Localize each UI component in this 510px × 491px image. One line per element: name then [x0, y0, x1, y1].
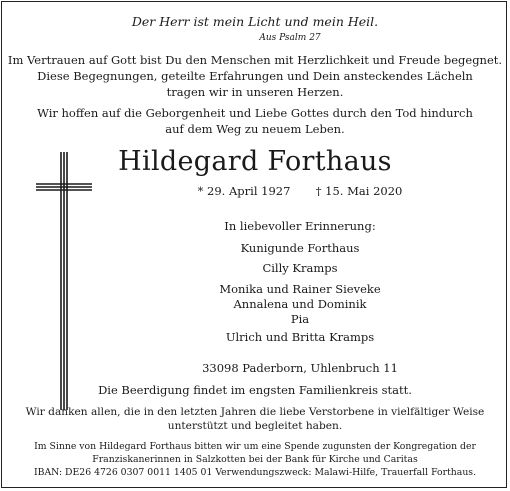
mourner-name: Kunigunde Forthaus	[240, 241, 360, 255]
thanks-line-1: Wir danken allen, die in den letzten Jahren die liebe Verstorbene in vielfältiger Weise	[25, 406, 485, 418]
mourner-name: Cilly Kramps	[262, 261, 338, 275]
funeral-notice: Die Beerdigung findet im engsten Familienkreis statt.	[98, 383, 412, 397]
mourner-name: Monika und Rainer Sieveke	[219, 282, 381, 296]
mourners-heading: In liebevoller Erinnerung:	[224, 219, 376, 233]
mourner-name: Pia	[290, 312, 310, 326]
mourner-name: Ulrich und Britta Kramps	[225, 330, 375, 344]
donation-line-3: IBAN: DE26 4726 0307 0011 1405 01 Verwendungszweck: Malawi-Hilfe, Trauerfall Forthaus.	[33, 467, 477, 478]
intro-line-4: Wir hoffen auf die Geborgenheit und Liebe Gottes durch den Tod hindurch	[37, 106, 473, 120]
deceased-name: Hildegard Forthaus	[118, 146, 392, 177]
intro-line-1: Im Vertrauen auf Gott bist Du den Menschen mit Herzlichkeit und Freude begegnet.	[7, 53, 503, 67]
mourner-name: Annalena und Dominik	[233, 297, 367, 311]
intro-line-2: Diese Begegnungen, geteilte Erfahrungen und Dein ansteckendes Lächeln	[37, 69, 473, 83]
donation-line-2: Franziskanerinnen in Salzkotten bei der Bank für Kirche und Caritas	[92, 454, 418, 465]
intro-line-5: auf dem Weg zu neuem Leben.	[165, 122, 345, 136]
cross-icon	[34, 150, 94, 412]
motto-source: Aus Psalm 27	[259, 33, 321, 43]
life-dates	[90, 184, 510, 198]
thanks-line-2: unterstützt und begleitet haben.	[167, 420, 343, 432]
intro-line-3: tragen wir in unseren Herzen.	[166, 85, 344, 99]
birth-date: * 29. April 1927	[197, 184, 291, 198]
donation-line-1: Im Sinne von Hildegard Forthaus bitten wir um eine Spende zugunsten der Kongregation der	[34, 441, 476, 452]
motto: Der Herr ist mein Licht und mein Heil.	[131, 14, 379, 29]
mourners-address: 33098 Paderborn, Uhlenbruch 11	[202, 361, 398, 375]
death-date: † 15. Mai 2020	[315, 184, 403, 198]
